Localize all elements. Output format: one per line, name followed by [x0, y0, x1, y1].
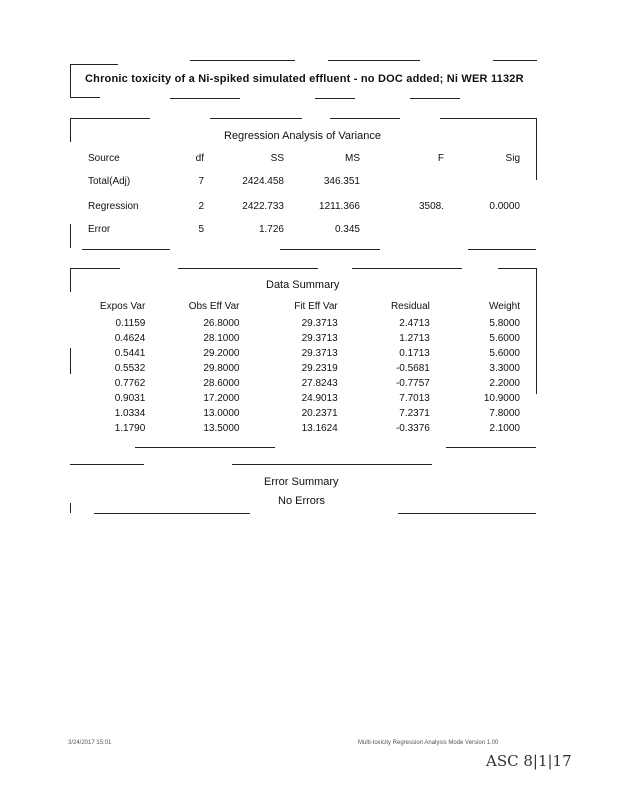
table-header-row — [88, 296, 520, 316]
cell: 0.9031 — [114, 393, 146, 404]
cell: 29.2319 — [301, 363, 338, 374]
cell: 27.8243 — [301, 378, 338, 389]
table-row — [88, 331, 520, 346]
rule — [70, 118, 150, 119]
rule — [178, 268, 318, 269]
rule — [498, 268, 536, 269]
col-expos-var: Expos Var — [99, 300, 146, 312]
cell: 5.6000 — [489, 348, 520, 359]
error-summary-message: No Errors — [278, 495, 326, 507]
data-summary-heading: Data Summary — [266, 279, 340, 291]
col-obs-eff-var: Obs Eff Var — [188, 300, 240, 312]
cell: 2.4713 — [399, 318, 430, 329]
rule — [70, 268, 120, 269]
rule — [398, 513, 536, 514]
col-f: F — [437, 152, 444, 164]
cell: 2.2000 — [489, 378, 520, 389]
cell: 5.8000 — [489, 318, 520, 329]
cell: 7 — [198, 175, 204, 187]
rule — [70, 64, 118, 65]
regression-table — [88, 148, 520, 240]
cell: 26.8000 — [203, 318, 240, 329]
cell — [444, 218, 520, 240]
cell: Error — [88, 223, 111, 235]
table-row — [88, 376, 520, 391]
cell: 29.2000 — [203, 348, 240, 359]
border — [70, 503, 71, 513]
rule — [210, 118, 302, 119]
cell: 0.0000 — [489, 200, 520, 212]
cell — [360, 168, 444, 194]
cell: 3.3000 — [489, 363, 520, 374]
border — [70, 348, 71, 374]
cell: 0.345 — [334, 223, 360, 235]
footer-software: Multi-toxicity Regression Analysis Mode Version 1.00 — [358, 740, 499, 746]
handwritten-annotation: ASC 8|1|17 — [486, 752, 572, 770]
cell: 13.0000 — [203, 408, 240, 419]
rule — [468, 249, 536, 250]
rule — [170, 98, 240, 99]
table-header-row — [88, 148, 520, 168]
table-row — [88, 361, 520, 376]
rule — [94, 513, 250, 514]
col-residual: Residual — [390, 300, 430, 312]
cell — [444, 168, 520, 194]
document-title: Chronic toxicity of a Ni-spiked simulated effluent - no DOC added; Ni WER 1132R — [85, 73, 524, 85]
rule — [493, 60, 537, 61]
rule — [135, 447, 275, 448]
rule — [410, 98, 460, 99]
cell: 3508. — [418, 200, 444, 212]
rule — [280, 249, 380, 250]
table-row — [88, 421, 520, 436]
cell: 20.2371 — [301, 408, 338, 419]
cell: 17.2000 — [203, 393, 240, 404]
table-row — [88, 218, 520, 240]
cell: 1.2713 — [399, 333, 430, 344]
cell: 2422.733 — [242, 200, 284, 212]
cell: 0.7762 — [114, 378, 146, 389]
rule — [190, 60, 295, 61]
cell: 0.4624 — [114, 333, 146, 344]
table-row — [88, 346, 520, 361]
table-row — [88, 168, 520, 194]
cell: 5 — [198, 223, 204, 235]
border — [536, 118, 537, 180]
rule — [232, 464, 432, 465]
cell: 2 — [198, 200, 204, 212]
cell: 13.5000 — [203, 423, 240, 434]
cell: 29.3713 — [301, 318, 338, 329]
border — [70, 64, 71, 98]
rule — [315, 98, 355, 99]
cell: 5.6000 — [489, 333, 520, 344]
cell: 2424.458 — [242, 175, 284, 187]
cell: 7.8000 — [489, 408, 520, 419]
cell: 7.2371 — [399, 408, 430, 419]
border — [70, 268, 71, 292]
rule — [82, 249, 170, 250]
table-row — [88, 391, 520, 406]
cell: 7.7013 — [399, 393, 430, 404]
cell: 29.8000 — [203, 363, 240, 374]
cell: 28.6000 — [203, 378, 240, 389]
cell: 1211.366 — [319, 200, 360, 212]
cell: -0.3376 — [395, 423, 430, 434]
col-fit-eff-var: Fit Eff Var — [294, 300, 338, 312]
cell: 1.726 — [258, 223, 284, 235]
table-row — [88, 316, 520, 331]
border — [70, 118, 71, 142]
rule — [70, 97, 100, 98]
cell: 346.351 — [323, 175, 360, 187]
cell: 0.1713 — [399, 348, 430, 359]
table-row — [88, 194, 520, 218]
rule — [446, 447, 536, 448]
cell: 1.0334 — [114, 408, 146, 419]
cell: -0.5681 — [395, 363, 430, 374]
cell: 10.9000 — [483, 393, 520, 404]
footer-date: 3/24/2017 15:01 — [68, 740, 112, 746]
col-weight: Weight — [489, 300, 520, 312]
rule — [440, 118, 536, 119]
cell: 13.1624 — [301, 423, 338, 434]
cell: Regression — [88, 200, 139, 212]
border — [536, 268, 537, 394]
error-summary-heading: Error Summary — [264, 476, 339, 488]
cell: 0.5532 — [114, 363, 146, 374]
cell: 2.1000 — [489, 423, 520, 434]
cell: 0.5441 — [114, 348, 146, 359]
rule — [70, 464, 144, 465]
col-ss: SS — [270, 152, 284, 164]
cell: 0.1159 — [115, 318, 146, 329]
col-ms: MS — [345, 152, 360, 164]
border — [70, 224, 71, 248]
cell: 24.9013 — [301, 393, 338, 404]
cell: 29.3713 — [301, 333, 338, 344]
data-summary-table — [88, 296, 520, 436]
regression-heading: Regression Analysis of Variance — [224, 130, 381, 142]
cell: 1.1790 — [114, 423, 146, 434]
rule — [352, 268, 462, 269]
cell: 29.3713 — [301, 348, 338, 359]
col-source: Source — [88, 152, 120, 164]
rule — [328, 60, 420, 61]
cell — [360, 218, 444, 240]
rule — [330, 118, 400, 119]
col-df: df — [195, 152, 204, 164]
col-sig: Sig — [505, 152, 520, 164]
cell: -0.7757 — [395, 378, 430, 389]
cell: 28.1000 — [203, 333, 240, 344]
cell: Total(Adj) — [88, 175, 131, 187]
table-row — [88, 406, 520, 421]
